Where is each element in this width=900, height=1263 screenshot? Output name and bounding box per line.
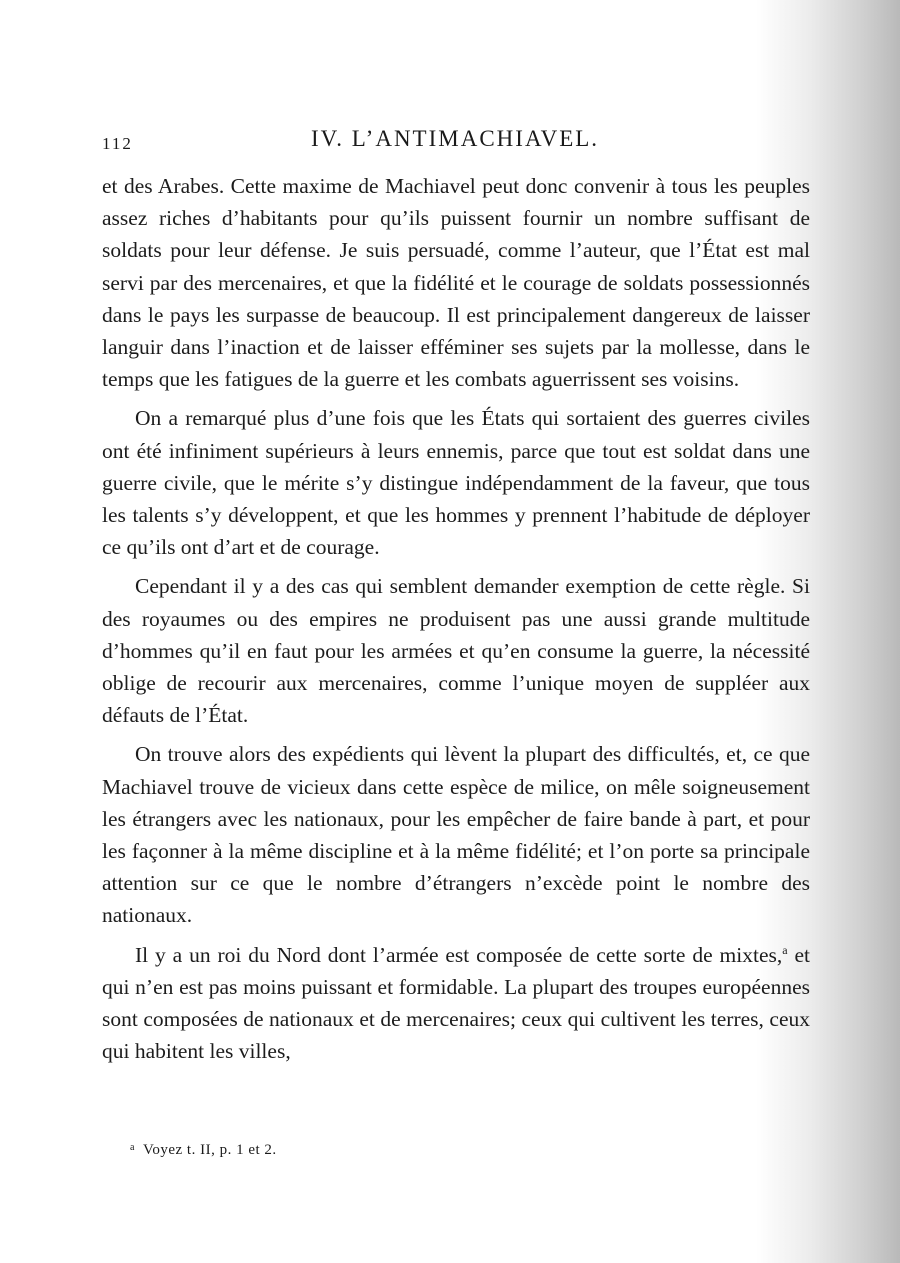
paragraph-5 bbox=[102, 939, 810, 1068]
page-header bbox=[102, 126, 808, 160]
footnote-text: Voyez t. II, p. 1 et 2. bbox=[142, 1142, 277, 1158]
footnote-reference: a bbox=[782, 942, 788, 957]
paragraph-3: Cependant il y a des cas qui semblent demander exemption de cette règle. Si des royaumes ou des empires ne produisent pas une aussi grande multitude d’hommes qu’il en faut pour les armées et qu’en consume la guerre, la nécessité oblige de recourir aux mercenaires, comme l’unique moyen de suppléer aux défauts de l’État. bbox=[102, 574, 810, 728]
body-text bbox=[102, 170, 810, 1074]
paragraph-5-start: Il y a un roi du Nord dont l’armée est composée de cette sorte de mixtes, bbox=[135, 942, 783, 967]
paragraph-2: On a remarqué plus d’une fois que les États qui sortaient des guerres civiles ont été infiniment supérieurs à leurs ennemis, parce que tout est soldat dans une guerre civile, que le mérite s’y distingue indépendamment de la faveur, que tous les talents s’y développent, et que les hommes y prennent l’habitude de déployer ce qu’ils ont d’art et de courage. bbox=[102, 406, 810, 560]
running-head: IV. L’ANTIMACHIAVEL. bbox=[310, 126, 600, 151]
paragraph-1: et des Arabes. Cette maxime de Machiavel peut donc convenir à tous les peuples assez riches d’habitants pour qu’ils puissent fournir un nombre suffisant de soldats pour leur défense. Je suis persuadé, comme l’auteur, que l’État est mal servi par des mercenaires, et que la fidélité et le courage de soldats possessionnés dans le pays les surpasse de beaucoup. Il est principalement dangereux de laisser languir dans l’inaction et de laisser efféminer ses sujets par la mollesse, dans le temps que les fatigues de la guerre et les combats aguerrissent ses voisins. bbox=[102, 174, 810, 392]
paragraph-5-end: et qui n’en est pas moins puissant et formidable. La plupart des troupes européennes sont composées de nationaux et de mercenaires; ceux qui cultivent les terres, ceux qui habitent les villes, bbox=[102, 942, 810, 1064]
footnote-mark: a bbox=[130, 1142, 135, 1153]
page-number: 112 bbox=[102, 134, 133, 153]
paragraph-4: On trouve alors des expédients qui lèvent la plupart des difficultés, et, ce que Machiavel trouve de vicieux dans cette espèce de milice, on mêle soigneusement les étrangers avec les nationaux, pour les empêcher de faire bande à part, et pour les façonner à la même discipline et à la même fidélité; et l’on porte sa principale attention sur ce que le nombre d’étrangers n’excède point le nombre des nationaux. bbox=[102, 742, 810, 928]
footnote bbox=[130, 1142, 277, 1159]
